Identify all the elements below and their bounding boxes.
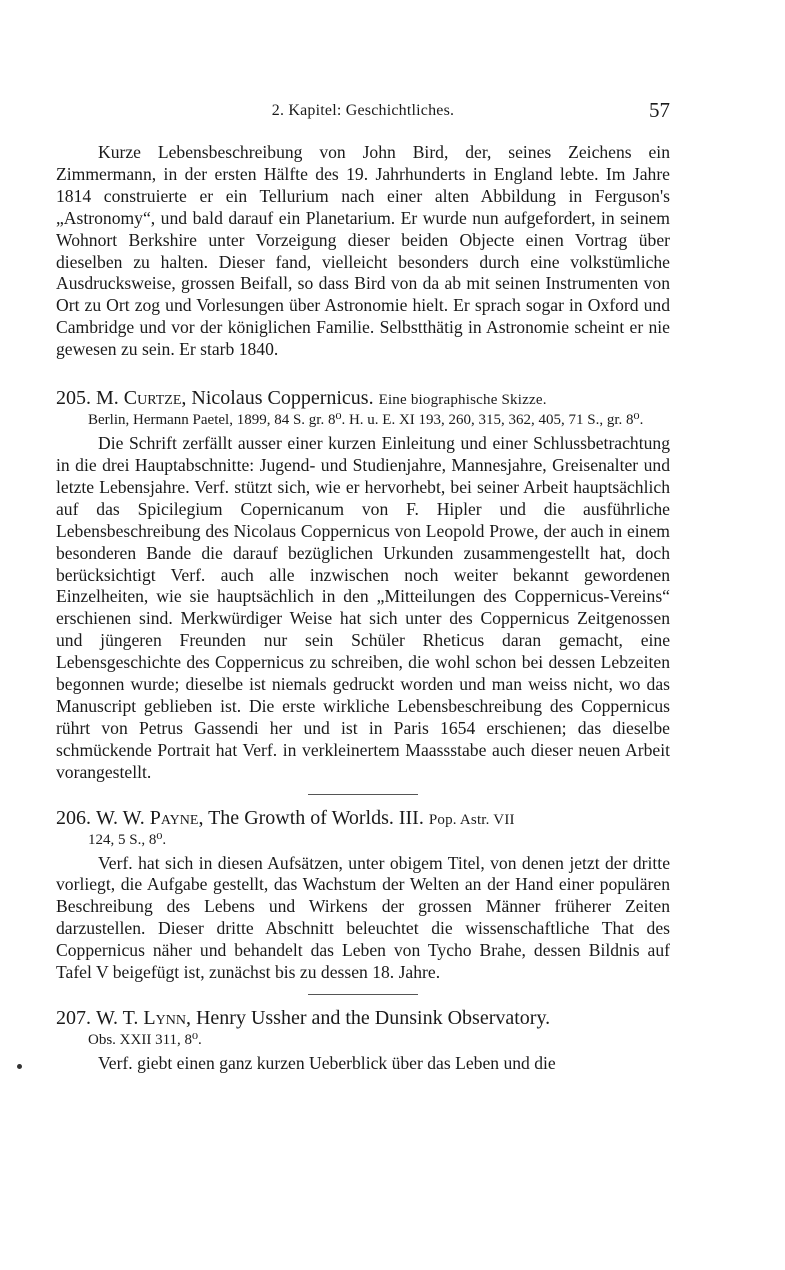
running-header	[56, 98, 670, 126]
bibliography-entry-205	[56, 387, 670, 795]
separator-rule	[308, 794, 418, 795]
page-number: 57	[649, 98, 670, 122]
entry-body: Verf. hat sich in diesen Aufsätzen, unter obigem Titel, von denen jetzt der dritte vorliegt, die Aufgabe gestellt, das Wachstum der Welten an der Hand einer populären Beschreibung des Lebens und Wirkens der grossen Männer früherer Zeiten darzustellen. Dieser dritte Abschnitt beleuchtet die wissenschaftliche That des Coppernicus näher und behandelt das Leben von Tycho Brahe, dessen Bildnis auf Tafel V beigefügt ist, zunächst bis zu dessen 18. Jahre.	[56, 852, 670, 983]
entry-publication-details: Berlin, Hermann Paetel, 1899, 84 S. gr. 8⁰. H. u. E. XI 193, 260, 315, 362, 405, 71 S., gr. 8⁰.	[88, 412, 644, 429]
entry-publication: Eine biographische Skizze.	[378, 392, 547, 409]
entry-publication: Pop. Astr. VII	[428, 811, 515, 828]
entry-heading	[56, 387, 670, 412]
entry-author: M. Curtze,	[96, 387, 187, 410]
entry-title: The Growth of Worlds. III.	[208, 806, 424, 829]
margin-dot	[17, 1064, 22, 1069]
entry-body: Verf. giebt einen ganz kurzen Ueberblick über das Leben und die	[98, 1053, 556, 1073]
separator-rule	[308, 994, 418, 995]
entry-heading	[56, 807, 670, 832]
intro-paragraph: Kurze Lebensbeschreibung von John Bird, der, seines Zeichens ein Zimmermann, in der ersten Hälfte des 19. Jahrhunderts in England lebte. Im Jahre 1814 construierte er ein Tellurium nach einer alten Abbildung in Ferguson's „Astronomy“, und bald darauf ein Planetarium. Er wurde nun aufgefordert, in seinem Wohnort Berkshire unter Vorzeigung dieser beiden Objecte einen Vortrag über dieselben zu halten. Dieser fand, vielleicht besonders durch eine volkstümliche Ausdrucksweise, grossen Beifall, so dass Bird von da ab mit seinen Instrumenten von Ort zu Ort zog und Vorlesungen über Astronomie hielt. Er sprach sogar in Oxford und Cambridge und vor der königlichen Familie. Selbstthätig in Astronomie scheint er nie gewesen zu sein. Er starb 1840.	[56, 142, 670, 360]
chapter-title: 2. Kapitel: Geschichtliches.	[271, 102, 455, 119]
entry-number: 205.	[56, 387, 91, 410]
entry-body: Die Schrift zerfällt ausser einer kurzen Einleitung und einer Schlussbetrachtung in die drei Hauptabschnitte: Jugend- und Studienjahre, Mannesjahre, Greisenalter und letzte Lebensjahre. Verf. stützt sich, wie er hervorhebt, bei seiner Arbeit hauptsächlich auf das Spicilegium Copernicanum von F. Hipler und die ausführliche Lebensbeschreibung des Nicolaus Coppernicus von Leopold Prowe, der auch in einem besonderen Bande die darauf bezüglichen Urkunden zusammengestellt hat, doch berücksichtigt Verf. auch alle inzwischen noch weiter bekannt gewordenen Einzelheiten, wie sie hauptsächlich in den „Mitteilungen des Coppernicus-Vereins“ erschienen sind. Merkwürdiger Weise hat sich unter des Coppernicus Zeitgenossen und jüngeren Freunden nur sein Schüler Rheticus daran gemacht, eine Lebensgeschichte des Coppernicus zu schreiben, die wohl schon bei dessen Lebzeiten begonnen wurde; dieselbe ist niemals gedruckt worden und man weiss nicht, wo das Manuscript geblieben ist. Die erste wirkliche Lebensbeschreibung des Coppernicus rührt von Petrus Gassendi her und ist in Paris 1654 erschienen; das dieselbe schmückende Portrait hat Verf. in verkleinertem Maassstabe auch dieser neuen Arbeit vorangestellt.	[56, 433, 670, 782]
entry-number: 207.	[56, 1007, 91, 1029]
entry-publication-details: 124, 5 S., 8⁰.	[88, 831, 167, 848]
entry-title: Henry Ussher and the Dunsink Observatory.	[195, 1007, 551, 1029]
entry-number: 206.	[56, 806, 91, 829]
entry-author: W. W. Payne,	[96, 806, 204, 829]
entry-title: Nicolaus Coppernicus.	[191, 387, 374, 410]
entry-heading	[56, 1007, 670, 1032]
bibliography-entry-206	[56, 807, 670, 995]
page-body	[56, 142, 670, 1075]
bibliography-entry-207	[56, 1007, 670, 1075]
entry-publication-details: Obs. XXII 311, 8⁰.	[88, 1032, 202, 1048]
entry-author: W. T. Lynn,	[96, 1007, 191, 1029]
